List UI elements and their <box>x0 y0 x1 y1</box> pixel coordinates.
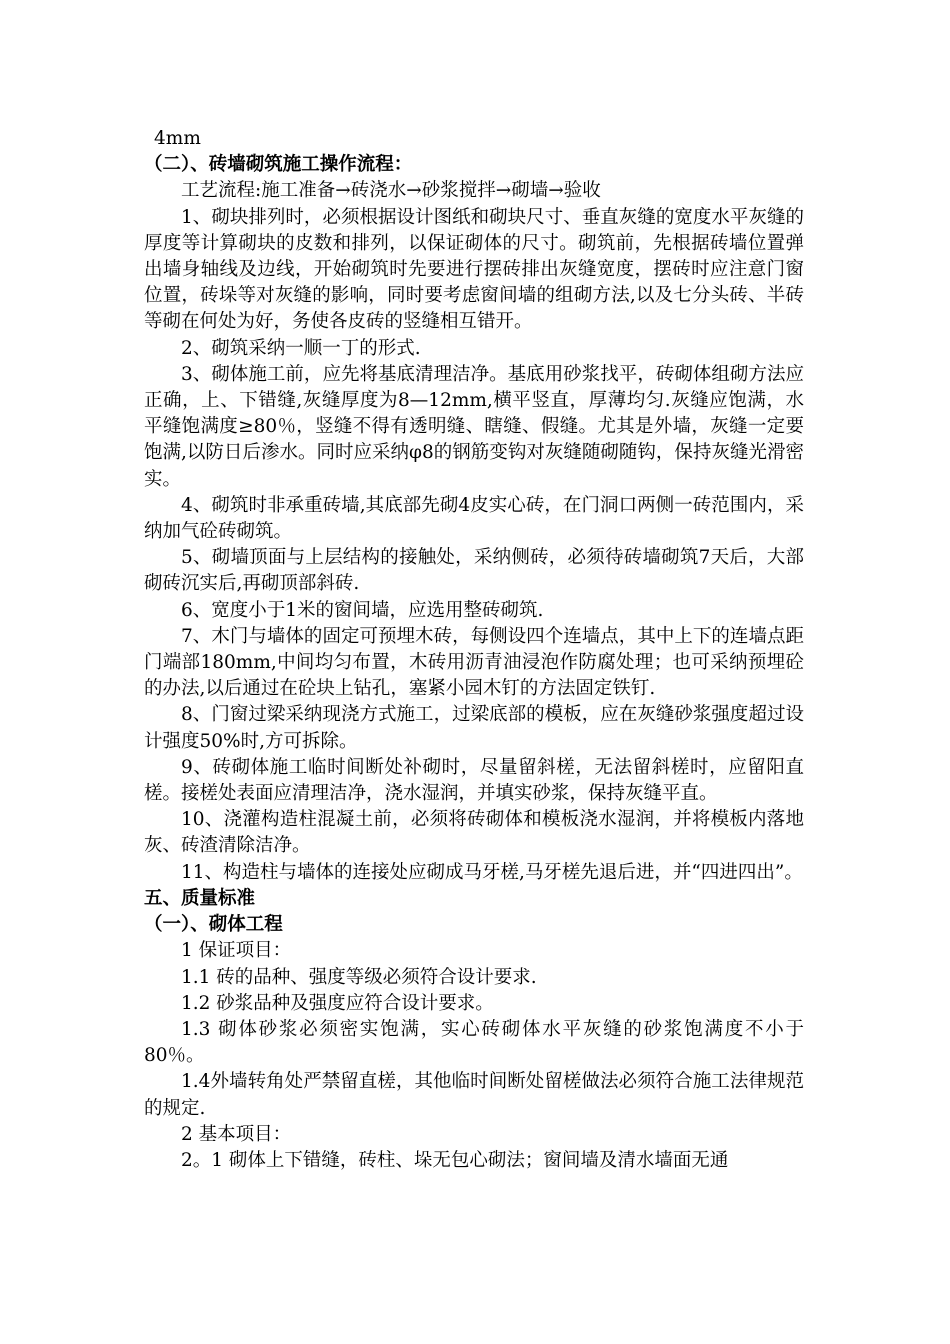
guarantee-item: 1.3 砌体砂浆必须密实饱满，实心砖砌体水平灰缝的砂浆饱满度不小于80％。 <box>144 1018 804 1067</box>
step-paragraph: 2、砌筑采纳一顺一丁的形式. <box>181 337 421 359</box>
section-heading: （二）、砖墙砌筑施工操作流程： <box>144 154 413 176</box>
document-body <box>144 126 804 1174</box>
guarantee-item: 1.2 砂浆品种及强度应符合设计要求。 <box>181 992 494 1014</box>
step-paragraph: 6、宽度小于1米的窗间墙，应选用整砖砌筑. <box>181 599 544 621</box>
step-paragraph: 7、木门与墙体的固定可预埋木砖，每侧设四个连墙点，其中上下的连墙点距门端部180mm,中间均匀布置，木砖用沥青油浸泡作防腐处理；也可采纳预埋砼的办法,以后通过在砼块上钻孔，塞紧小园木钉的方法固定铁钉. <box>144 625 804 700</box>
guarantee-item: 1.1 砖的品种、强度等级必须符合设计要求. <box>181 966 537 988</box>
step-paragraph: 3、砌体施工前，应先将基底清理洁净。基底用砂浆找平，砖砌体组砌方法应正确，上、下错缝,灰缝厚度为8—12mm,横平竖直，厚薄均匀.灰缝应饱满，水平缝饱满度≥80％，竖缝不得有透明缝、瞎缝、假缝。尤其是外墙，灰缝一定要饱满,以防日后渗水。同时应采纳φ8的钢筋变钩对灰缝随砌随钩，保持灰缝光滑密实。 <box>144 363 804 490</box>
step-paragraph: 11、构造柱与墙体的连接处应砌成马牙槎,马牙槎先退后进，并“四进四出”。 <box>181 861 803 883</box>
chapter-heading: 五、质量标准 <box>144 887 256 909</box>
guarantee-item: 2 基本项目： <box>181 1123 292 1145</box>
text-fragment: 4mm <box>154 128 201 149</box>
step-paragraph: 10、浇灌构造柱混凝土前，必须将砖砌体和模板浇水湿润，并将模板内落地灰、砖渣清除洁净。 <box>144 809 804 857</box>
step-paragraph: 8、门窗过梁采纳现浇方式施工，过梁底部的模板，应在灰缝砂浆强度超过设计强度50%时,方可拆除。 <box>144 704 804 752</box>
guarantee-item: 1.4外墙转角处严禁留直槎，其他临时间断处留槎做法必须符合施工法律规范的规定. <box>144 1071 804 1119</box>
guarantee-item: 2。1 砌体上下错缝，砖柱、垛无包心砌法；窗间墙及清水墙面无通 <box>181 1149 729 1171</box>
step-paragraph: 1、砌块排列时，必须根据设计图纸和砌块尺寸、垂直灰缝的宽度水平灰缝的厚度等计算砌块的皮数和排列，以保证砌体的尺寸。砌筑前，先根据砖墙位置弹出墙身轴线及边线，开始砌筑时先要进行摆砖排出灰缝宽度，摆砖时应注意门窗位置，砖垛等对灰缝的影响，同时要考虑窗间墙的组砌方法,以及七分头砖、半砖等砌在何处为好，务使各皮砖的竖缝相互错开。 <box>144 206 804 333</box>
step-paragraph: 4、砌筑时非承重砖墙,其底部先砌4皮实心砖，在门洞口两侧一砖范围内，采纳加气砼砖砌筑。 <box>144 494 804 543</box>
guarantee-item: 1 保证项目： <box>181 940 292 962</box>
step-paragraph: 9、砖砌体施工临时间断处补砌时，尽量留斜槎，无法留斜槎时，应留阳直槎。接槎处表面应清理洁净，浇水湿润，并填实砂浆，保持灰缝平直。 <box>144 756 804 805</box>
subsection-heading: （一）、砌体工程 <box>144 914 283 936</box>
process-flow: 工艺流程:施工准备→砖浇水→砂浆搅拌→砌墙→验收 <box>181 180 601 202</box>
step-paragraph: 5、砌墙顶面与上层结构的接触处，采纳侧砖，必须待砖墙砌筑7天后，大部砌砖沉实后,再砌顶部斜砖. <box>144 547 804 595</box>
